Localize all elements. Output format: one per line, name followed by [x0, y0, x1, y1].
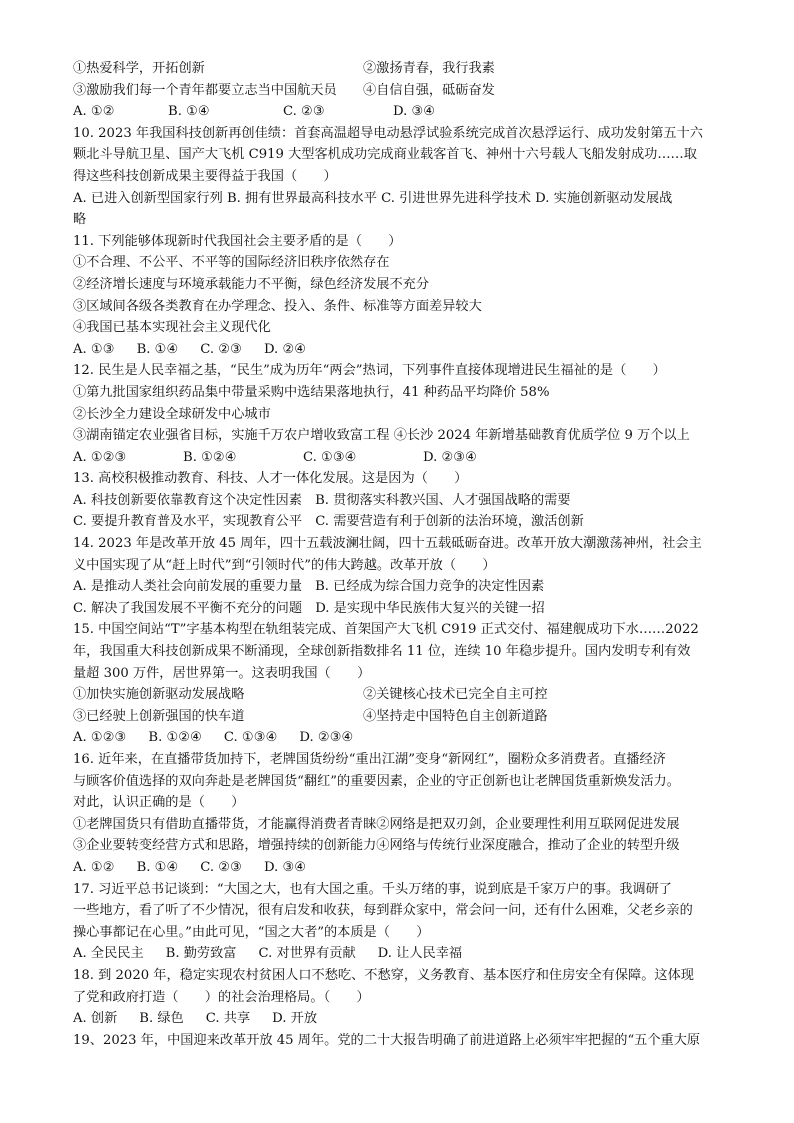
text-line: 得这些科技创新成果主要得益于我国（ ）: [73, 168, 337, 184]
answer-option: A. ①②③: [73, 730, 127, 746]
answer-option: B. ①④: [168, 104, 210, 120]
text-line: ③企业要转变经营方式和思路，增强持续的创新能力④网络与传统行业深度融合，推动了企业的转型升级: [73, 838, 680, 854]
text-line: 13. 高校积极推动教育、科技、人才一体化发展。这是因为（ ）: [73, 471, 468, 487]
answer-option: B. ①②④: [183, 449, 237, 465]
text-line: [73, 447, 733, 469]
text-line: 12. 民生是人民幸福之基，“民生”成为历年“两会”热词，下列事件直接体现增进民生福祉的是（ ）: [73, 363, 666, 379]
answer-option: B. ①②④: [148, 730, 202, 746]
option-item: ①加快实施创新驱动发展战略: [73, 687, 245, 703]
answer-option: C. ②③: [200, 859, 242, 875]
text-line: ③区域间各级各类教育在办学理念、投入、条件、标准等方面差异较大: [73, 298, 482, 314]
option-item: ③激励我们每一个青年都要立志当中国航天员: [73, 82, 337, 98]
answer-option: A. ①③: [73, 341, 115, 357]
answer-option: D. ②④: [263, 341, 307, 357]
text-line: A. 是推动人类社会向前发展的重要力量 B. 已经成为综合国力竞争的决定性因素: [73, 579, 545, 595]
text-line: 11. 下列能够体现新时代我国社会主要矛盾的是（ ）: [73, 233, 402, 249]
text-line: C. 解决了我国发展不平衡不充分的问题 D. 是实现中华民族伟大复兴的关键一招: [73, 600, 545, 616]
text-line: 一些地方，看了听了不少情况，很有启发和收获，每到群众家中，常会问一问，还有什么困难，父老乡亲的: [73, 903, 693, 919]
text-line: [73, 857, 733, 879]
answer-option: A. 全民民主: [73, 946, 144, 962]
text-line: 14. 2023 年是改革开放 45 周年，四十五载波澜壮阔，四十五载砥砺奋进。改革开放大潮激荡神州，社会主: [73, 536, 702, 552]
answer-option: D. ③④: [393, 104, 436, 120]
text-line: [73, 1008, 733, 1030]
text-line: 略: [73, 212, 87, 228]
answer-option: C. ②③: [200, 341, 242, 357]
answer-option: A. 创新: [73, 1011, 118, 1027]
text-line: 年，我国重大科技创新成果不断涌现，全球创新指数排名 11 位，连续 10 年稳步提升。国内发明专利有效: [73, 644, 691, 660]
text-line: 与顾客价值选择的双向奔赴是老牌国货“翻红”的重要因素，企业的守正创新也让老牌国货重新焕发活力。: [73, 773, 680, 789]
text-line: [73, 101, 733, 123]
answer-option: D. 让人民幸福: [377, 946, 463, 962]
answer-option: D. ③④: [263, 859, 307, 875]
text-line: 16. 近年来，在直播带货加持下，老牌国货纷纷“重出江湖”变身“新网红”，圈粉众多消费者。直播经济: [73, 752, 666, 767]
answer-option: B. 勤劳致富: [165, 946, 237, 962]
answer-option: C. ①③④: [223, 730, 278, 746]
text-line: ②经济增长速度与环境承载能力不平衡，绿色经济发展不充分: [73, 276, 430, 292]
option-item: ②关键核心技术已完全自主可控: [363, 687, 548, 703]
text-line: ②长沙全力建设全球研发中心城市: [73, 406, 271, 422]
text-line: 17. 习近平总书记谈到：“大国之大，也有大国之重。千头万绪的事，说到底是千家万户的事。我调研了: [73, 881, 672, 897]
text-line: [73, 727, 733, 749]
answer-option: D. ②③④: [423, 449, 477, 465]
option-item: ②激扬青春，我行我素: [363, 61, 495, 76]
text-line: [73, 80, 733, 102]
text-line: 18. 到 2020 年，稳定实现农村贫困人口不愁吃、不愁穿，义务教育、基本医疗和住房安全有保障。这体现: [73, 967, 694, 983]
text-line: ③湖南锚定农业强省目标，实施千万农户增收致富工程 ④长沙 2024 年新增基础教育优质学位 9 万个以上: [73, 428, 690, 444]
text-line: A. 已进入创新型国家行列 B. 拥有世界最高科技水平 C. 引进世界先进科学技术 D. 实施创新驱动发展战: [73, 190, 673, 206]
text-line: [73, 706, 733, 728]
answer-option: C. ①③④: [303, 449, 357, 465]
text-line: ①不合理、不公平、不平等的国际经济旧秩序依然存在: [73, 255, 390, 271]
option-item: ③已经驶上创新强国的快车道: [73, 708, 245, 724]
text-line: A. 科技创新要依靠教育这个决定性因素 B. 贯彻落实科教兴国、人才强国战略的需要: [73, 492, 571, 508]
text-line: 量超 300 万件，居世界第一。这表明我国（ ）: [73, 665, 371, 681]
text-line: 了党和政府打造（ ）的社会治理格局。（ ）: [73, 989, 370, 1005]
text-line: 15. 中国空间站“T”字基本构型在轨组装完成、首架国产大飞机 C919 正式交付、福建舰成功下水……2022: [73, 622, 699, 638]
answer-option: C. ②③: [283, 104, 325, 120]
option-item: ④自信自强，砥砺奋发: [363, 82, 495, 98]
answer-option: D. ②③④: [299, 730, 354, 746]
answer-option: B. ①④: [136, 859, 179, 875]
text-line: [73, 339, 733, 361]
text-line: 义中国实现了从“赶上时代”到“引领时代”的伟大跨越。改革开放（ ）: [73, 557, 496, 573]
text-line: ④我国已基本实现社会主义现代化: [73, 320, 271, 336]
text-line: ①老牌国货只有借助直播带货，才能赢得消费者青睐②网络是把双刃剑，企业要理性利用互联网促进发展: [73, 816, 680, 832]
answer-option: A. ①②: [73, 859, 115, 875]
option-item: ①热爱科学，开拓创新: [73, 61, 205, 76]
answer-option: C. 共享: [205, 1011, 251, 1027]
answer-option: A. ①②③: [73, 449, 127, 465]
text-line: [73, 58, 733, 80]
text-line: [73, 943, 733, 965]
answer-option: D. 开放: [272, 1011, 318, 1027]
answer-option: B. ①④: [136, 341, 179, 357]
text-line: ①第九批国家组织药品集中带量采购中选结果落地执行，41 种药品平均降价 58%: [73, 384, 550, 400]
answer-option: B. 绿色: [139, 1011, 184, 1027]
text-line: 颗北斗导航卫星、国产大飞机 C919 大型客机成功完成商业载客首飞、神州十六号载人飞船发射成功……取: [73, 147, 697, 163]
text-line: 19、2023 年，中国迎来改革开放 45 周年。党的二十大报告明确了前进道路上必须牢牢把握的“五个重大原: [73, 1032, 701, 1048]
answer-option: C. 对世界有贡献: [258, 946, 356, 962]
text-line: C. 要提升教育普及水平，实现教育公平 C. 需要营造有利于创新的法治环境，激活创新: [73, 514, 584, 530]
text-line: 10. 2023 年我国科技创新再创佳绩：首套高温超导电动悬浮试验系统完成首次悬浮运行、成功发射第五十六: [73, 125, 703, 141]
option-item: ④坚持走中国特色自主创新道路: [363, 708, 548, 724]
text-line: 对此，认识正确的是（ ）: [73, 795, 245, 811]
text-line: [73, 684, 733, 706]
document-page: [73, 58, 733, 1051]
text-line: 操心事都记在心里。”由此可见，“国之大者”的本质是（ ）: [73, 924, 430, 940]
answer-option: A. ①②: [73, 104, 115, 120]
